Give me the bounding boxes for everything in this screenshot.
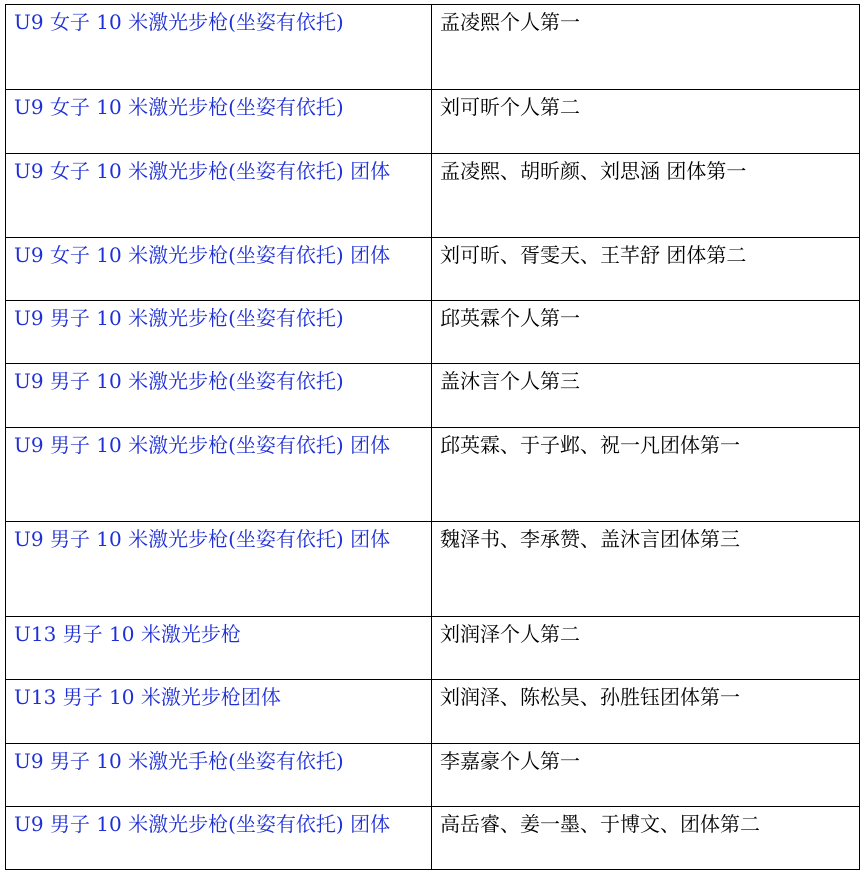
event-cell xyxy=(6,617,432,680)
result-text: 孟凌熙、胡昕颜、刘思涵 团体第一 xyxy=(440,159,747,183)
result-text: 李嘉豪个人第一 xyxy=(440,749,580,773)
table-row xyxy=(6,90,860,154)
event-cell xyxy=(6,807,432,870)
result-cell xyxy=(432,680,860,744)
event-cell xyxy=(6,428,432,522)
table-row xyxy=(6,744,860,807)
event-cell xyxy=(6,522,432,617)
event-cell xyxy=(6,744,432,807)
event-cell xyxy=(6,238,432,301)
event-name: U13 男子 10 米激光步枪 xyxy=(14,622,241,646)
event-name: U9 男子 10 米激光手枪(坐姿有依托) xyxy=(14,749,344,773)
table-row xyxy=(6,428,860,522)
result-text: 盖沐言个人第三 xyxy=(440,369,580,393)
result-cell xyxy=(432,154,860,238)
table-row xyxy=(6,238,860,301)
result-cell xyxy=(432,301,860,364)
result-cell xyxy=(432,428,860,522)
event-cell xyxy=(6,301,432,364)
result-text: 刘润泽、陈松昊、孙胜钰团体第一 xyxy=(440,685,740,709)
event-cell xyxy=(6,90,432,154)
result-cell xyxy=(432,90,860,154)
event-cell xyxy=(6,154,432,238)
result-cell xyxy=(432,522,860,617)
table-row xyxy=(6,301,860,364)
table-row xyxy=(6,680,860,744)
event-name: U9 女子 10 米激光步枪(坐姿有依托) xyxy=(14,10,344,34)
event-name: U9 女子 10 米激光步枪(坐姿有依托) xyxy=(14,95,344,119)
result-text: 邱英霖个人第一 xyxy=(440,306,580,330)
table-row xyxy=(6,522,860,617)
event-name: U9 女子 10 米激光步枪(坐姿有依托) 团体 xyxy=(14,243,391,267)
event-name: U13 男子 10 米激光步枪团体 xyxy=(14,685,281,709)
result-text: 刘可昕、胥雯天、王芊舒 团体第二 xyxy=(440,243,747,267)
result-cell xyxy=(432,744,860,807)
table-row xyxy=(6,364,860,428)
table-row xyxy=(6,154,860,238)
event-name: U9 男子 10 米激光步枪(坐姿有依托) 团体 xyxy=(14,433,391,457)
event-name: U9 男子 10 米激光步枪(坐姿有依托) 团体 xyxy=(14,812,391,836)
result-cell xyxy=(432,5,860,90)
result-cell xyxy=(432,238,860,301)
table-row xyxy=(6,5,860,90)
event-name: U9 男子 10 米激光步枪(坐姿有依托) xyxy=(14,306,344,330)
event-cell xyxy=(6,364,432,428)
result-text: 孟凌熙个人第一 xyxy=(440,10,580,34)
result-text: 刘可昕个人第二 xyxy=(440,95,580,119)
event-cell xyxy=(6,680,432,744)
result-text: 邱英霖、于子邺、祝一凡团体第一 xyxy=(440,433,740,457)
event-name: U9 男子 10 米激光步枪(坐姿有依托) 团体 xyxy=(14,527,391,551)
results-table xyxy=(5,4,860,870)
event-name: U9 女子 10 米激光步枪(坐姿有依托) 团体 xyxy=(14,159,391,183)
table-row xyxy=(6,617,860,680)
result-cell xyxy=(432,364,860,428)
table-row xyxy=(6,807,860,870)
result-cell xyxy=(432,807,860,870)
result-text: 刘润泽个人第二 xyxy=(440,622,580,646)
event-cell xyxy=(6,5,432,90)
result-cell xyxy=(432,617,860,680)
result-text: 魏泽书、李承赞、盖沐言团体第三 xyxy=(440,527,740,551)
result-text: 高岳睿、姜一墨、于博文、团体第二 xyxy=(440,812,760,836)
event-name: U9 男子 10 米激光步枪(坐姿有依托) xyxy=(14,369,344,393)
